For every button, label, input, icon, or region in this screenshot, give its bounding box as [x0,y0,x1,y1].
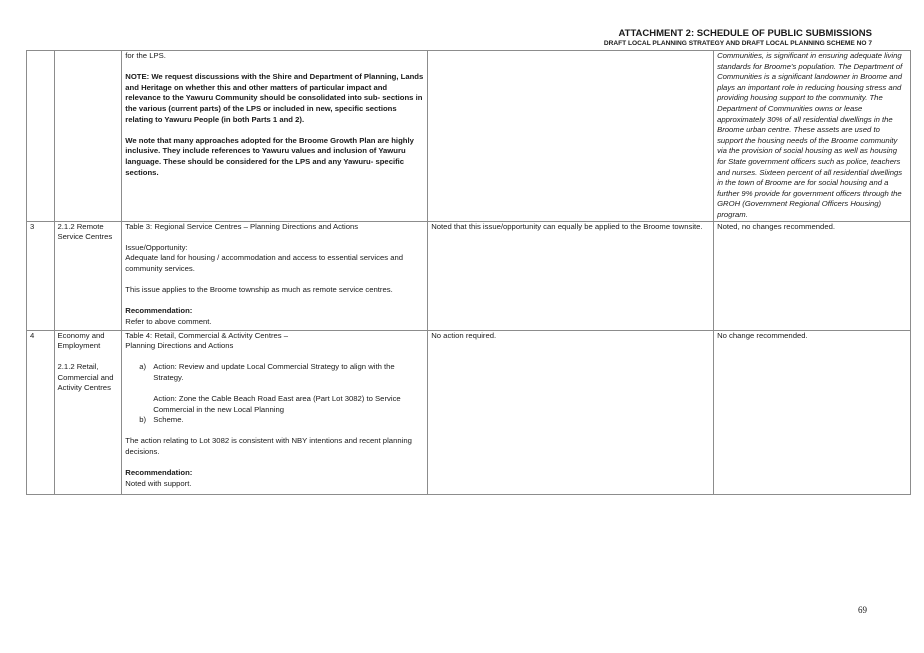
list-text: Scheme. [153,415,184,425]
cell-submission [122,51,428,222]
submission-text: Issue/Opportunity: [125,242,188,252]
recommendation-text: Noted with support. [125,478,192,488]
cell-comment [428,51,714,222]
recommendation-label: Recommendation: [125,306,193,316]
submissions-table [26,50,911,495]
cell-number: 3 [27,221,55,330]
section-subtitle: 2.1.2 Retail, Commercial and Activity Centres [57,362,114,393]
table-row [27,51,911,222]
section-title: Economy and Employment [57,330,105,351]
cell-section [54,330,122,494]
cell-submission [122,221,428,330]
submission-text: Table 3: Regional Service Centres – Planning Directions and Actions [125,221,359,231]
submission-text: The action relating to Lot 3082 is consistent with NBY intentions and recent planning decisions. [125,436,412,457]
list-item [125,415,424,426]
submission-text: Planning Directions and Actions [125,341,234,351]
cell-comment: Noted that this issue/opportunity can equally be applied to the Broome townsite. [428,221,714,330]
table-row [27,330,911,494]
list-marker: b) [139,415,147,425]
cell-recommendation: Noted, no changes recommended. [714,221,911,330]
attachment-subtitle: DRAFT LOCAL PLANNING STRATEGY AND DRAFT LOCAL PLANNING SCHEME NO 7 [603,40,872,47]
submission-text: This issue applies to the Broome township as much as remote service centres. [125,285,393,295]
page-number: 69 [858,605,867,615]
submission-note: We note that many approaches adopted for the Broome Growth Plan are highly inclusive. They include references to Yawuru values and inclusion of Yawuru language. These should be considered for the LPS and any Yawuru- specific sections. [125,135,414,177]
cell-recommendation: No change recommended. [714,330,911,494]
submission-text: Table 4: Retail, Commercial & Activity Centres – [125,330,289,340]
recommendation-label: Recommendation: [125,468,193,478]
cell-response: Communities, is significant in ensuring adequate living standards for Broome's population. The Department of Communities is a significant landowner in Broome and plays an important role in reducing housing stress and providing housing support to the community. The Department of Communities owns or lease approximately 30% of all residential dwellings in the Broome urban centre. These assets are used to support the housing needs of the Broome community via the provision of social housing as well as housing for State government officers such as police, teachers and nurses. Sixteen percent of all residential dwellings in the town of Broome are for social housing and a further 9% provide for government officers through the GROH (Government Regional Officers Housing) program. [714,51,911,222]
cell-number: 4 [27,330,55,494]
submission-text: Adequate land for housing / accommodation and access to essential services and community services. [125,253,404,273]
submission-note: NOTE: We request discussions with the Shire and Department of Planning, Lands and Heritage on whether this and other matters of particular impact and relevance to the Yawuru Community should be consolidated into sub- sections in the various (current parts) of the LPS or included in new, specific sections relating to Yawuru People (in both Parts 1 and 2). [125,72,424,124]
submission-text: for the LPS. [125,51,166,60]
cell-section: 2.1.2 Remote Service Centres [54,221,122,330]
recommendation-text: Refer to above comment. [125,316,212,326]
cell-comment: No action required. [428,330,714,494]
page-header [604,28,872,48]
cell-submission [122,330,428,494]
list-marker: a) [139,362,147,372]
attachment-title: ATTACHMENT 2: SCHEDULE OF PUBLIC SUBMISSIONS [618,28,872,39]
list-text: Action: Zone the Cable Beach Road East area (Part Lot 3082) to Service Commercial in the new Local Planning [153,394,401,414]
table-row [27,221,911,330]
cell-section [54,51,122,222]
list-item [125,362,424,383]
cell-number [27,51,55,222]
list-text: Action: Review and update Local Commercial Strategy to align with the Strategy. [153,362,395,382]
